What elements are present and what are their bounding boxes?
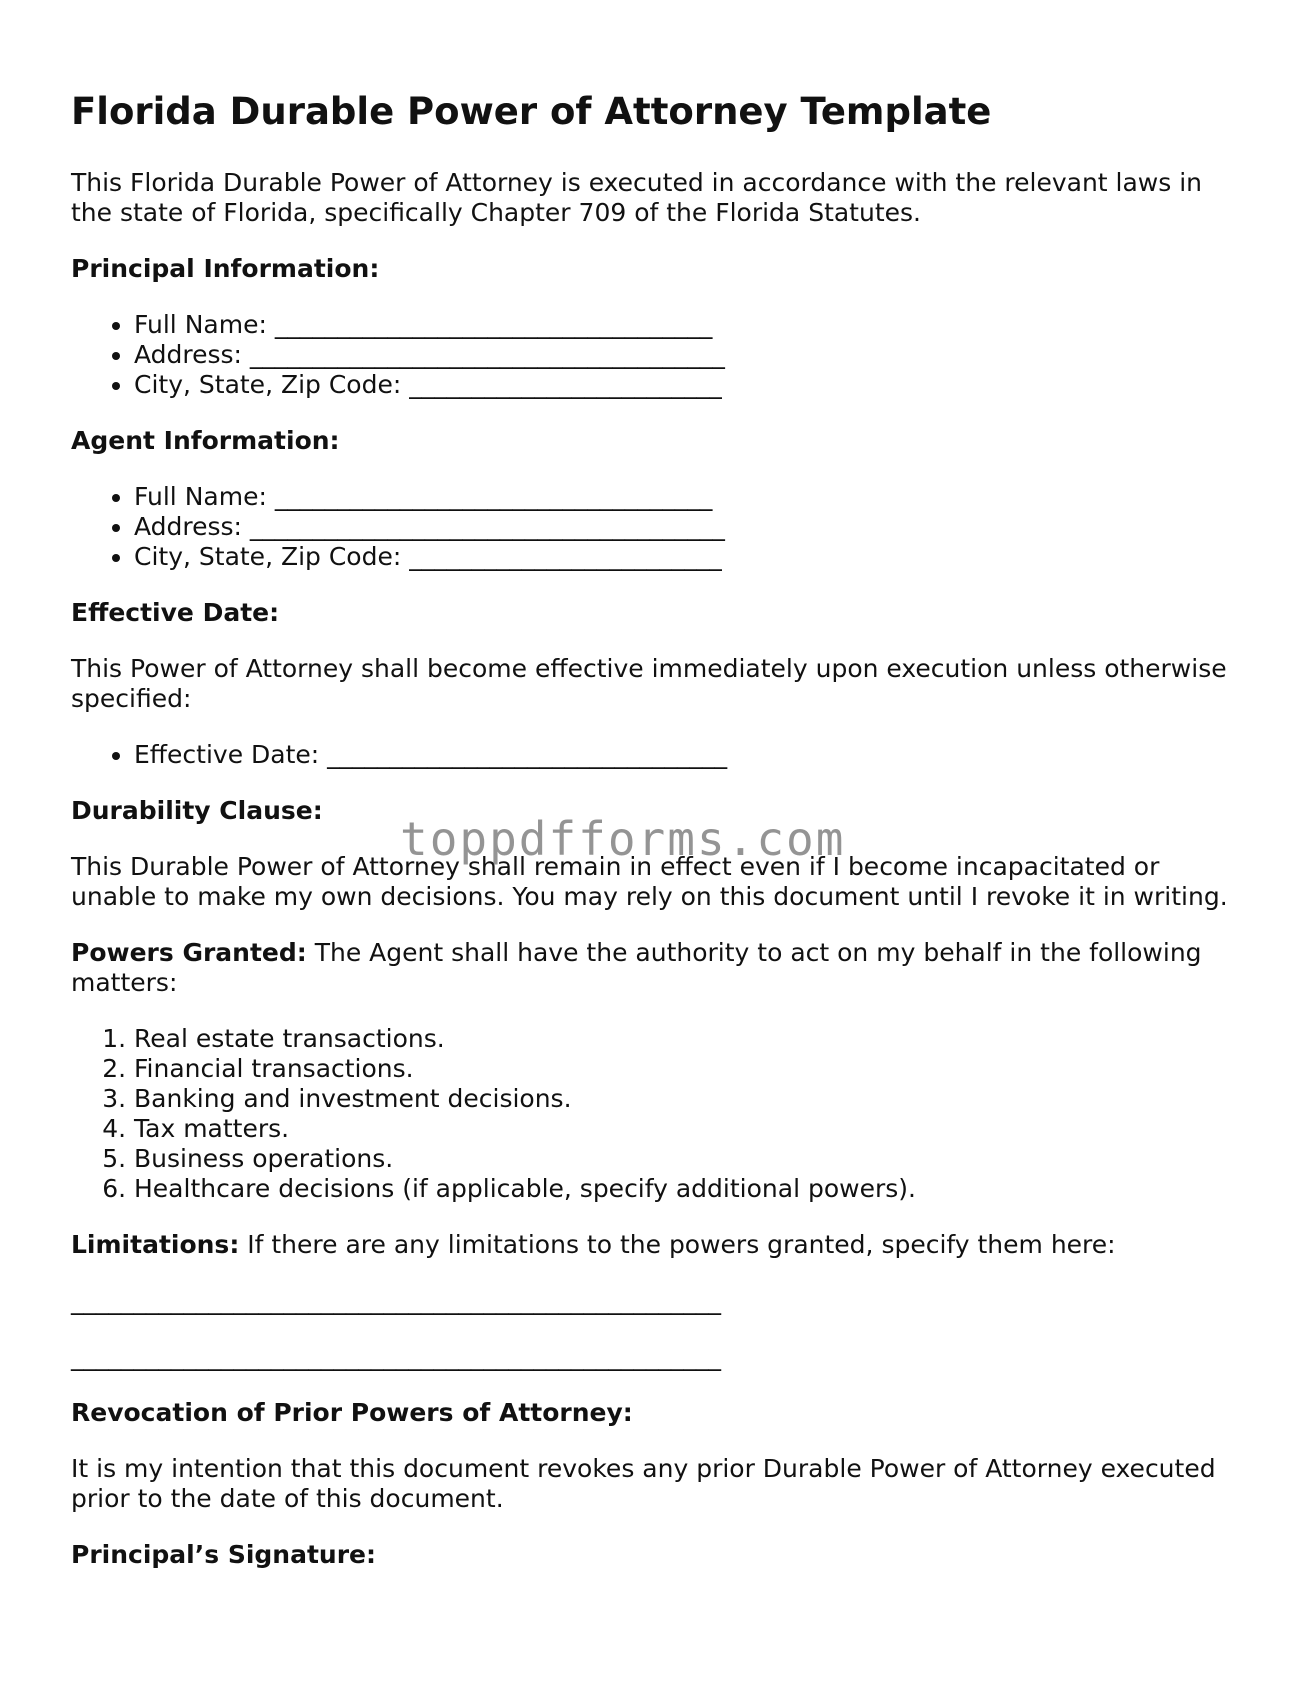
limitations-blank-line: ____________________________________________________	[71, 1286, 721, 1316]
agent-full-name-field: • Full Name: ___________________________________	[134, 482, 1241, 512]
revocation-paragraph: It is my intention that this document revokes any prior Durable Power of Attorney executed prior to the date of this document.	[71, 1454, 1216, 1514]
revocation-heading: Revocation of Prior Powers of Attorney:	[71, 1398, 633, 1428]
durability-heading: Durability Clause:	[71, 796, 323, 826]
agent-city-state-zip-field: • City, State, Zip Code: _________________________	[134, 542, 1241, 572]
document-page	[71, 78, 1241, 1596]
powers-text: The Agent shall have the authority to act on my behalf in the following matters:	[71, 938, 1202, 998]
agent-fields-list	[71, 482, 1241, 572]
effective-date-field: • Effective Date: ________________________________	[134, 740, 1241, 770]
powers-heading: Powers Granted:	[71, 938, 307, 968]
limitations-paragraph	[71, 1230, 1241, 1260]
effective-date-heading: Effective Date:	[71, 598, 280, 628]
power-item: 4. Tax matters.	[134, 1114, 1241, 1144]
effective-date-paragraph: This Power of Attorney shall become effective immediately upon execution unless otherwise specified:	[71, 654, 1227, 714]
agent-heading: Agent Information:	[71, 426, 340, 456]
principal-full-name-field: • Full Name: ___________________________________	[134, 310, 1241, 340]
page-title: Florida Durable Power of Attorney Template	[71, 90, 992, 133]
limitations-text: If there are any limitations to the powers granted, specify them here:	[239, 1230, 1116, 1260]
power-item: 5. Business operations.	[134, 1144, 1241, 1174]
principal-heading: Principal Information:	[71, 254, 380, 284]
limitations-blank-line: ____________________________________________________	[71, 1342, 721, 1372]
power-item: 6. Healthcare decisions (if applicable, specify additional powers).	[134, 1174, 1241, 1204]
principal-city-state-zip-field: • City, State, Zip Code: _________________________	[134, 370, 1241, 400]
power-item: 2. Financial transactions.	[134, 1054, 1241, 1084]
principal-fields-list	[71, 310, 1241, 400]
agent-address-field: • Address: ______________________________________	[134, 512, 1241, 542]
powers-paragraph	[71, 938, 1241, 998]
intro-paragraph: This Florida Durable Power of Attorney is executed in accordance with the relevant laws in the state of Florida, specifically Chapter 709 of the Florida Statutes.	[71, 168, 1203, 228]
powers-list	[71, 1024, 1241, 1204]
effective-date-list	[71, 740, 1241, 770]
power-item: 3. Banking and investment decisions.	[134, 1084, 1241, 1114]
principal-address-field: • Address: ______________________________________	[134, 340, 1241, 370]
power-item: 1. Real estate transactions.	[134, 1024, 1241, 1054]
watermark: toppdfforms.com	[400, 812, 846, 866]
limitations-heading: Limitations:	[71, 1230, 240, 1260]
durability-paragraph: This Durable Power of Attorney shall remain in effect even if I become incapacitated or unable to make my own decisions. You may rely on this document until I revoke it in writing.	[71, 852, 1228, 912]
signature-heading: Principal’s Signature:	[71, 1540, 376, 1570]
